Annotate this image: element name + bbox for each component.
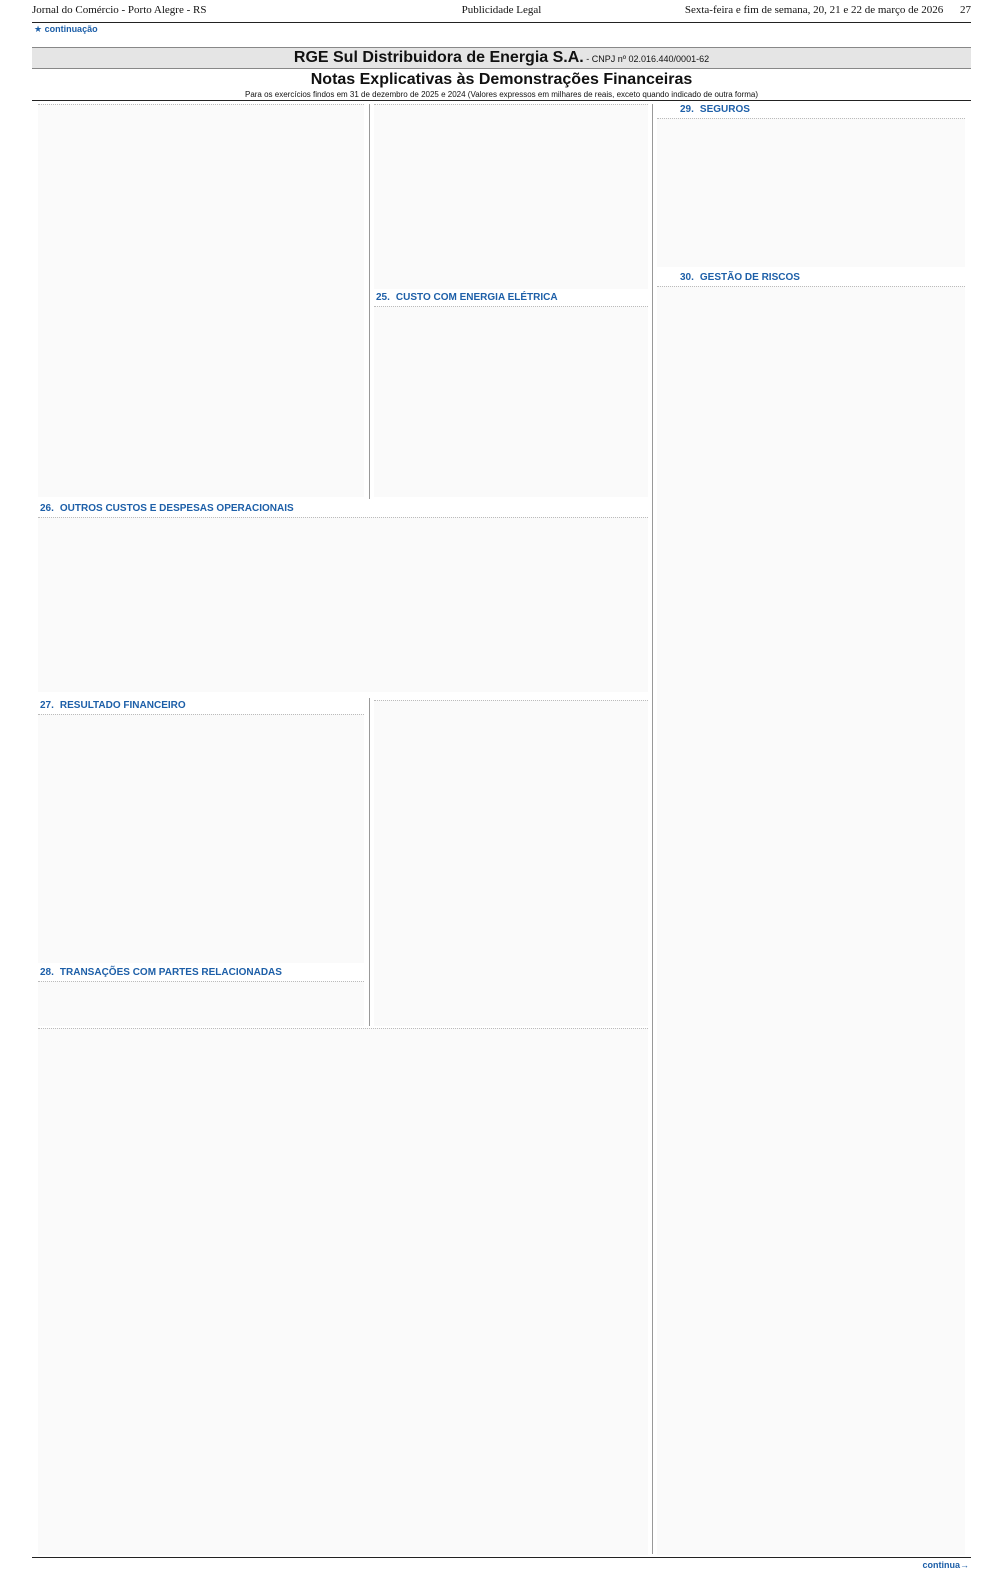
note-25-table: [374, 306, 648, 497]
note-25-number: 25.: [376, 292, 390, 303]
column-divider-lower: [369, 698, 370, 1026]
note-26-heading: [40, 503, 294, 515]
note-29-table: [657, 118, 965, 267]
note-26-table: [38, 517, 648, 692]
note-28-number: 28.: [40, 967, 54, 978]
note-30-number: 30.: [680, 272, 694, 283]
column-divider-right: [652, 104, 653, 1554]
note-26-number: 26.: [40, 503, 54, 514]
note-27-heading: [40, 700, 186, 712]
column-divider-left: [369, 104, 370, 499]
company-title-bar: [32, 47, 971, 69]
note-28-title: TRANSAÇÕES COM PARTES RELACIONADAS: [59, 967, 282, 978]
related-party-table: [38, 1028, 648, 1555]
note-30-title: GESTÃO DE RISCOS: [699, 272, 800, 283]
note-28-intro: [38, 981, 364, 1026]
continuation-marker-top: ★ continuação: [34, 24, 98, 34]
note-27-table: [38, 714, 364, 963]
note-24-block: [38, 104, 364, 497]
document-title: Notas Explicativas às Demonstrações Financeiras: [310, 71, 693, 88]
masthead: [0, 0, 1003, 46]
subtitle-rule: [32, 100, 971, 101]
header-rule: [32, 22, 971, 23]
note-27-title: RESULTADO FINANCEIRO: [59, 700, 186, 711]
note-25-heading: [376, 292, 558, 304]
running-header: [32, 4, 971, 22]
page-number: 27: [960, 4, 971, 16]
note-29-heading: [680, 104, 750, 116]
issue-date-text: Sexta-feira e fim de semana, 20, 21 e 22 de março de 2026: [684, 4, 944, 16]
note-26-title: OUTROS CUSTOS E DESPESAS OPERACIONAIS: [59, 503, 294, 514]
newspaper-name: Jornal do Comércio - Porto Alegre - RS: [32, 4, 207, 16]
note-27-number: 27.: [40, 700, 54, 711]
footer-rule: [32, 1557, 971, 1558]
issue-date: [685, 4, 971, 16]
note-28-continued-block: [374, 700, 648, 1026]
note-28-heading: [40, 967, 282, 979]
note-30-heading: [680, 272, 800, 284]
note-30-body-block: [657, 286, 965, 1555]
section-name: Publicidade Legal: [461, 4, 542, 16]
continuation-marker-bottom: continua→: [922, 1560, 969, 1570]
company-name: RGE Sul Distribuidora de Energia S.A.: [293, 49, 584, 66]
note-24-continued-block: [374, 104, 648, 289]
note-29-title: SEGUROS: [699, 104, 750, 115]
company-cnpj: - CNPJ nº 02.016.440/0001-62: [583, 54, 710, 64]
document-subtitle: Para os exercícios findos em 31 de dezembro de 2025 e 2024 (Valores expressos em milhares de reais, exceto quando indicado de outra forma): [244, 90, 759, 99]
note-29-number: 29.: [680, 104, 694, 115]
note-25-title: CUSTO COM ENERGIA ELÉTRICA: [395, 292, 558, 303]
